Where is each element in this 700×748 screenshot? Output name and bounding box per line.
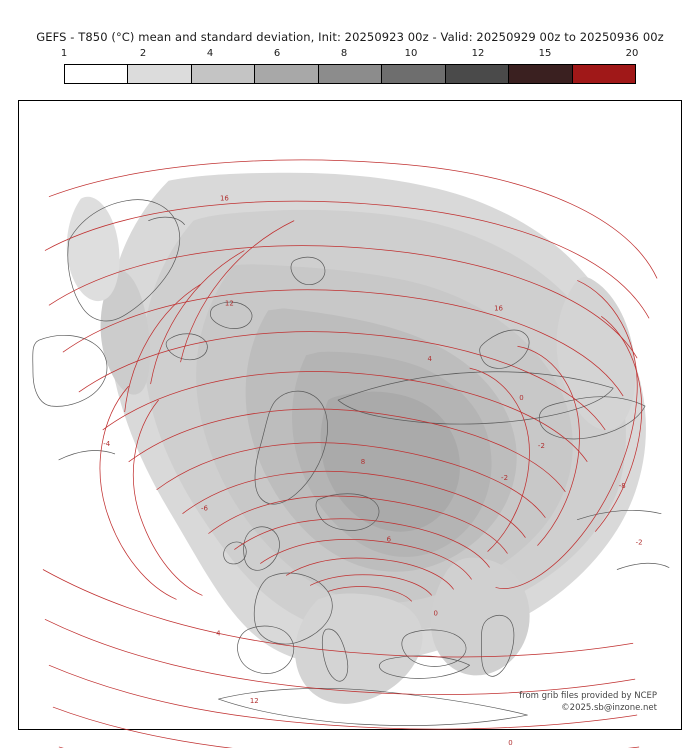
colorbar-tick-5: 10 (404, 48, 418, 59)
contour-19 (53, 707, 639, 748)
coast-misc-3 (617, 563, 669, 569)
contour-label-2: 16 (494, 304, 503, 313)
map-canvas (19, 101, 681, 747)
data-source-credit: from grib files provided by NCEP (519, 691, 657, 701)
contour-label-14: 4 (216, 629, 221, 638)
contour-label-8: -2 (501, 473, 509, 482)
contour-label-0: 16 (219, 194, 229, 203)
colorbar-gradient (64, 64, 636, 84)
contour-label-10: 6 (386, 535, 392, 544)
copyright-credit: ©2025.sb@inzone.net (561, 703, 657, 713)
colorbar-tick-2: 4 (206, 48, 214, 59)
page-title: GEFS - T850 (°C) mean and standard deviation, Init: 20250923 00z - Valid: 20250929 00z to 20250936 00z (36, 30, 664, 44)
colorbar-segment-1 (65, 65, 128, 83)
stddev-shading-layer (67, 173, 646, 704)
colorbar-segment-5 (319, 65, 382, 83)
contour-label-9: -6 (200, 504, 208, 513)
colorbar-tick-7: 15 (538, 48, 552, 59)
colorbar-tick-8: 20 (625, 48, 639, 59)
colorbar-tick-0: 1 (60, 48, 68, 59)
contour-label-7: -2 (537, 441, 545, 450)
coast-north-america (33, 335, 107, 406)
contour-label-19: 0 (508, 738, 513, 747)
colorbar-tick-6: 12 (471, 48, 485, 59)
contour-label-1: 12 (224, 299, 234, 308)
contour-label-11: -8 (618, 481, 626, 490)
contour-label-15: 12 (249, 697, 259, 706)
colorbar-tick-4: 8 (340, 48, 348, 59)
colorbar-segment-3 (192, 65, 255, 83)
colorbar-tick-3: 6 (273, 48, 281, 59)
contour-label-13: 0 (433, 609, 438, 618)
stddev-patch-northwest (67, 197, 120, 301)
colorbar-segment-4 (255, 65, 318, 83)
colorbar-segment-9 (573, 65, 635, 83)
contour-label-4: 0 (519, 394, 524, 403)
colorbar-segment-2 (128, 65, 191, 83)
colorbar-segment-6 (382, 65, 445, 83)
contour-label-6: 8 (360, 457, 366, 466)
colorbar (40, 48, 660, 92)
contour-label-3: 4 (427, 355, 432, 364)
colorbar-tick-1: 2 (139, 48, 147, 59)
coast-misc-4 (59, 451, 115, 460)
colorbar-tick-labels (40, 48, 660, 62)
colorbar-segment-8 (509, 65, 572, 83)
colorbar-segment-7 (446, 65, 509, 83)
contour-label-12: -2 (635, 538, 643, 547)
map-panel (18, 100, 682, 747)
contour-label-5: -4 (103, 439, 111, 448)
